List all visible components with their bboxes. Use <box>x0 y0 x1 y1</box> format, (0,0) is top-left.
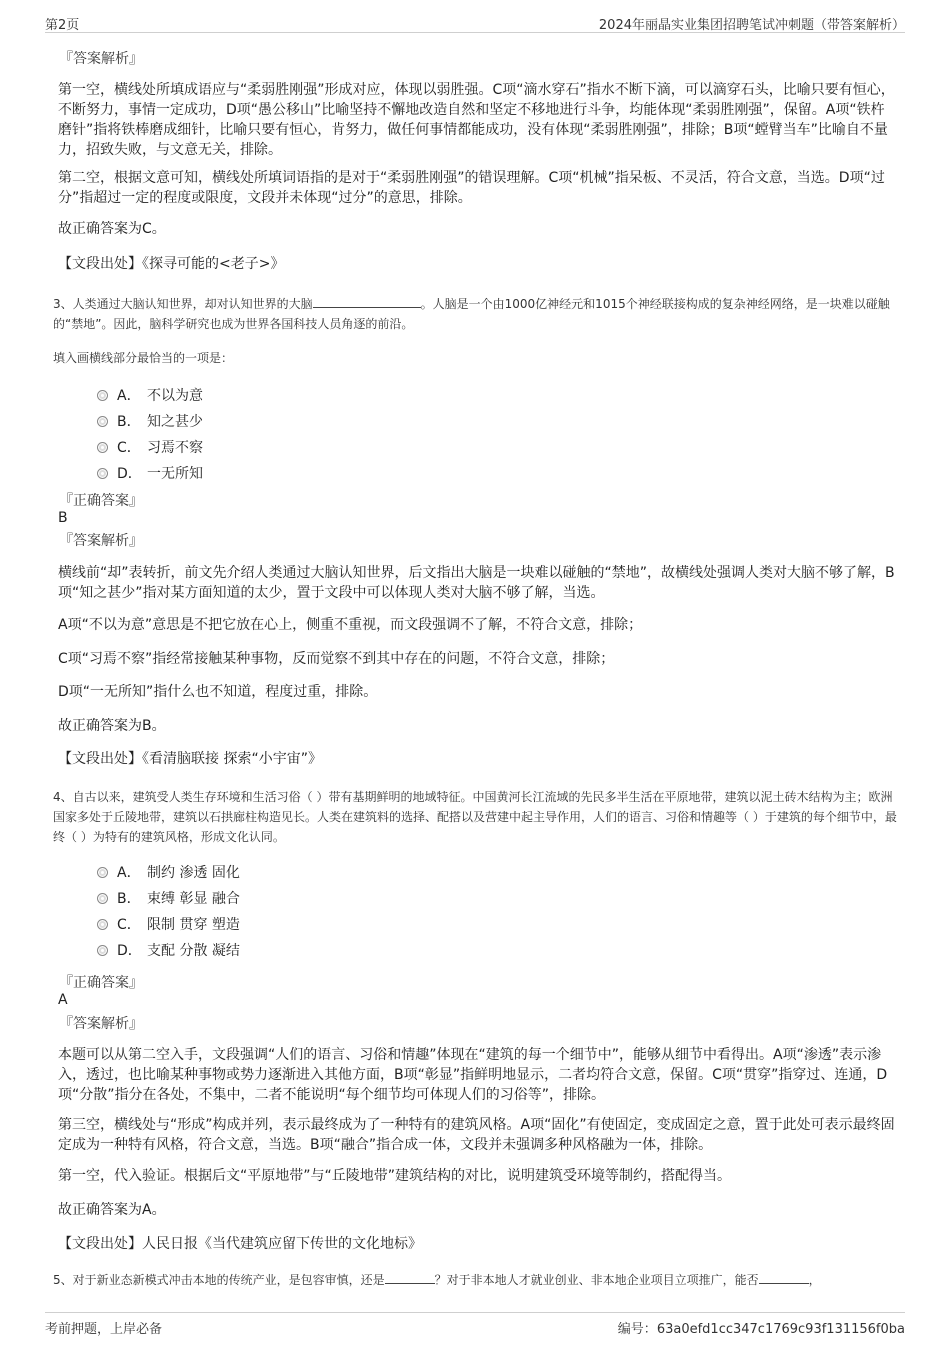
analysis-paragraph: A项“不以为意”意思是不把它放在心上，侧重不重视，而文段强调不了解，不符合文意，排除； <box>58 617 643 633</box>
analysis-label: 『答案解析』 <box>59 51 143 67</box>
analysis-paragraph: 第二空，根据文意可知，横线处所填词语指的是对于“柔弱胜刚强”的错误理解。C项“机械”指呆板、不灵活，符合文意，当选。D项“过分”指超过一定的程度或限度，文段并未体现“过分”的意思，排除。 <box>58 170 885 206</box>
analysis-paragraph: C项“习焉不察”指经常接触某种事物，反而觉察不到其中存在的问题，不符合文意，排除； <box>58 651 615 667</box>
question-4-option-c[interactable]: C． 限制 贯穿 塑造 <box>97 914 240 934</box>
source-citation: 【文段出处】《看清脑联接 探索“小宇宙”》 <box>58 751 322 767</box>
analysis-paragraph: 第一空，横线处所填成语应与“柔弱胜刚强”形成对应，体现以弱胜强。C项“滴水穿石”指水不断下滴，可以滴穿石头，比喻只要有恒心，不断努力，事情一定成功，D项“愚公移山”比喻坚持不懈地改造自然和坚定不移地进行斗争，均能体现“柔弱胜刚强”，保留。A项“铁杵磨针”指将铁棒磨成细针，比喻只要有恒心，肯努力，做任何事情都能成功，没有体现“柔弱胜刚强”，排除；B项“螳臂当车”比喻自不量力，招致失败，与文意无关，排除。 <box>58 82 895 158</box>
document-code: 编号：63a0efd1cc347c1769c93f131156f0ba <box>617 1322 905 1337</box>
analysis-label: 『答案解析』 <box>59 533 143 549</box>
correct-answer-label: 『正确答案』 <box>59 493 143 509</box>
radio-icon[interactable] <box>97 442 108 453</box>
correct-answer-value: B <box>58 510 68 526</box>
radio-icon[interactable] <box>97 390 108 401</box>
question-3-option-b[interactable]: B． 知之甚少 <box>97 411 203 431</box>
analysis-paragraph: 第三空，横线处与“形成”构成并列，表示最终成为了一种特有的建筑风格。A项“固化”有使固定，变成固定之意，置于此处可表示最终固定成为一种特有风格，符合文意，当选。B项“融合”指合成一体，文段并未强调多种风格融为一体，排除。 <box>58 1117 895 1153</box>
fill-blank <box>759 1271 809 1284</box>
answer-conclusion: 故正确答案为B。 <box>58 718 166 734</box>
question-prompt: 填入画横线部分最恰当的一项是： <box>53 351 234 365</box>
question-5-stem: 5、对于新业态新模式冲击本地的传统产业，是包容审慎，还是 ？对于非本地人才就业创业、非本地企业项目立项推广，能否 ， <box>53 1273 821 1287</box>
radio-icon[interactable] <box>97 867 108 878</box>
document-title: 2024年丽晶实业集团招聘笔试冲刺题（带答案解析） <box>598 18 905 33</box>
correct-answer-value: A <box>58 992 68 1008</box>
radio-icon[interactable] <box>97 468 108 479</box>
radio-icon[interactable] <box>97 893 108 904</box>
fill-blank <box>385 1271 435 1284</box>
analysis-paragraph: 横线前“却”表转折，前文先介绍人类通过大脑认知世界，后文指出大脑是一块难以碰触的“禁地”，故横线处强调人类对大脑不够了解，B项“知之甚少”指对某方面知道的太少，置于文段中可以体现人类对大脑不够了解，当选。 <box>58 565 895 601</box>
page-footer <box>45 1312 905 1335</box>
question-3-option-a[interactable]: A． 不以为意 <box>97 385 203 405</box>
analysis-paragraph: 本题可以从第二空入手，文段强调“人们的语言、习俗和情趣”体现在“建筑的每一个细节中”，能够从细节中看得出。A项“渗透”表示渗入，透过，也比喻某种事物或势力逐渐进入其他方面，B项“彰显”指鲜明地显示，二者均符合文意，保留。C项“贯穿”指穿过、连通，D项“分散”指分在各处，不集中，二者不能说明“每个细节均可体现人们的习俗等”，排除。 <box>58 1047 888 1103</box>
radio-icon[interactable] <box>97 945 108 956</box>
question-3-stem: 3、人类通过大脑认知世界，却对认知世界的大脑 。人脑是一个由1000亿神经元和1015个神经联接构成的复杂神经网络，是一块难以碰触的“禁地”。因此，脑科学研究也成为世界各国科技人员角逐的前沿。 <box>53 297 890 331</box>
question-4-option-a[interactable]: A． 制约 渗透 固化 <box>97 862 240 882</box>
answer-conclusion: 故正确答案为C。 <box>58 221 166 237</box>
correct-answer-label: 『正确答案』 <box>59 975 143 991</box>
radio-icon[interactable] <box>97 919 108 930</box>
question-4-stem: 4、自古以来，建筑受人类生存环境和生活习俗（ ）带有基期鲜明的地域特征。中国黄河长江流域的先民多半生活在平原地带，建筑以泥土砖木结构为主；欧洲国家多处于丘陵地带，建筑以石拱廊柱构造见长。人类在建筑料的选择、配搭以及营建中起主导作用，人们的语言、习俗和情趣等（ ）于建筑的每个细节中，最终（ ）为特有的建筑风格，形成文化认同。 <box>53 790 897 844</box>
question-4-option-d[interactable]: D． 支配 分散 凝结 <box>97 940 240 960</box>
radio-icon[interactable] <box>97 416 108 427</box>
fill-blank <box>313 295 421 308</box>
question-4-option-b[interactable]: B． 束缚 彰显 融合 <box>97 888 240 908</box>
question-3-option-c[interactable]: C． 习焉不察 <box>97 437 203 457</box>
source-citation: 【文段出处】人民日报《当代建筑应留下传世的文化地标》 <box>58 1236 422 1252</box>
analysis-paragraph: D项“一无所知”指什么也不知道，程度过重，排除。 <box>58 684 378 700</box>
footer-slogan: 考前押题，上岸必备 <box>45 1322 163 1337</box>
analysis-paragraph: 第一空，代入验证。根据后文“平原地带”与“丘陵地带”建筑结构的对比，说明建筑受环境等制约，搭配得当。 <box>58 1168 732 1184</box>
analysis-label: 『答案解析』 <box>59 1016 143 1032</box>
page-header <box>45 10 905 33</box>
page-number: 第2页 <box>45 18 80 33</box>
answer-conclusion: 故正确答案为A。 <box>58 1202 166 1218</box>
question-3-option-d[interactable]: D． 一无所知 <box>97 463 203 483</box>
source-citation: 【文段出处】《探寻可能的<老子>》 <box>58 256 285 272</box>
